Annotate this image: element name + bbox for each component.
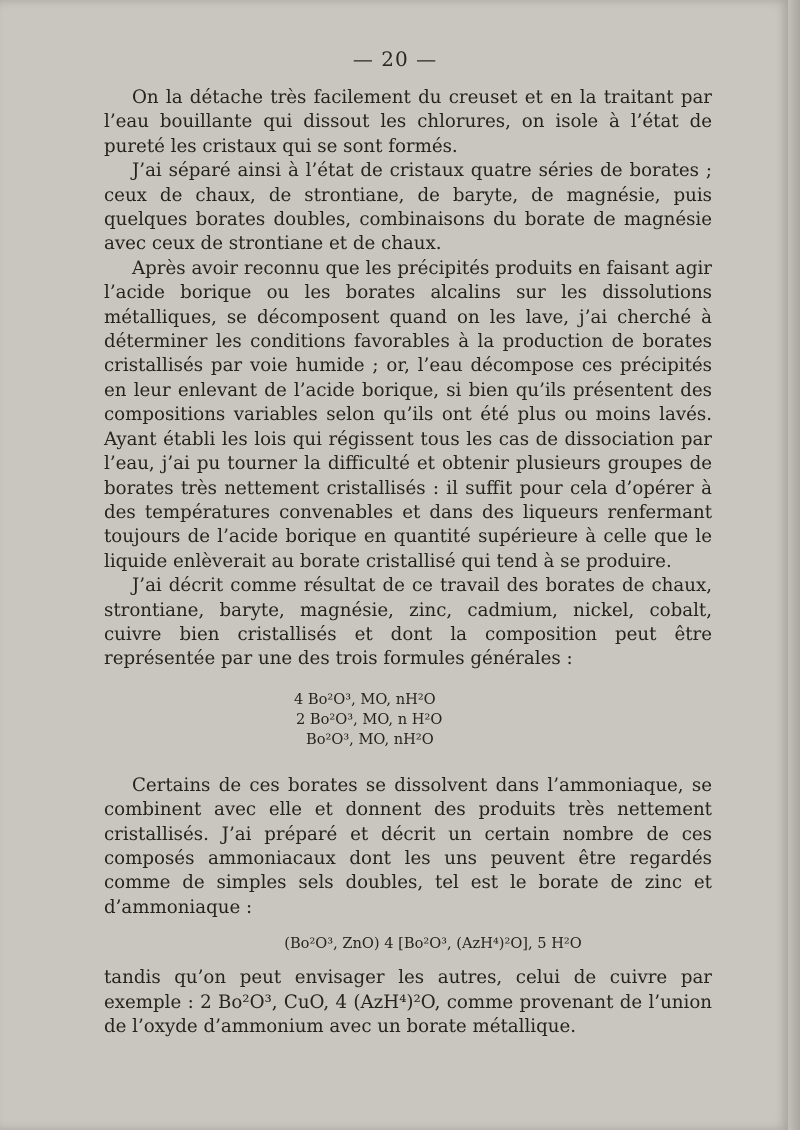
formula-line: 4 Bo²O³, MO, nH²O: [294, 690, 436, 708]
formula-line: Bo²O³, MO, nH²O: [306, 730, 434, 748]
paragraph: Après avoir reconnu que les précipités produits en faisant agir l’acide borique ou les borates alcalins sur les dissolutions métalliques, se décomposent quand on les lave, j’ai cherché à déterminer les conditions favorables à la production de borates cristallisés par voie humide ; or, l’eau décompose ces précipités en leur enlevant de l’acide borique, si bien qu’ils présentent des compositions variables selon qu’ils ont été plus ou moins lavés. Ayant établi les lois qui régissent tous les cas de dissociation par l’eau, j’ai pu tourner la difficulté et obtenir plusieurs groupes de borates très nettement cristallisés : il suffit pour cela d’opérer à des températures convenables et dans des liqueurs renfermant toujours de l’acide borique en quantité supérieure à celle que le liquide enlèverait au borate cristallisé qui tend à se produire.: [104, 257, 712, 572]
paragraph: J’ai séparé ainsi à l’état de cristaux quatre séries de borates ; ceux de chaux, de strontiane, de baryte, de magnésie, puis quelques borates doubles, combinaisons du borate de magnésie avec ceux de strontiane et de chaux.: [104, 160, 712, 255]
paragraph: Certains de ces borates se dissolvent dans l’ammoniaque, se combinent avec elle et donnent des produits très nettement cristallisés. J’ai préparé et décrit un certain nombre de ces composés ammoniacaux dont les uns peuvent être regardés comme de simples sels doubles, tel est le borate de zinc et d’ammoniaque :: [104, 774, 712, 918]
page-edge: [788, 0, 800, 1130]
zinc-ammonia-formula: (Bo²O³, ZnO) 4 [Bo²O³, (AzH⁴)²O], 5 H²O: [284, 935, 582, 953]
body-text: [104, 86, 712, 1039]
formula-line: 2 Bo²O³, MO, n H²O: [296, 710, 443, 728]
page-number: — 20 —: [352, 47, 438, 71]
paragraph: J’ai décrit comme résultat de ce travail des borates de chaux, strontiane, baryte, magnésie, zinc, cadmium, nickel, cobalt, cuivre bien cristallisés et dont la composition peut être représentée par une des trois formules générales :: [104, 575, 712, 670]
general-formulas: [104, 690, 712, 750]
paragraph: On la détache très facilement du creuset et en la traitant par l’eau bouillante qui dissout les chlorures, on isole à l’état de pureté les cristaux qui se sont formés.: [104, 87, 712, 157]
paragraph: tandis qu’on peut envisager les autres, celui de cuivre par exemple : 2 Bo²O³, CuO, 4 (AzH⁴)²O, comme provenant de l’union de l’oxyde d’ammonium avec un borate métallique.: [104, 967, 712, 1037]
